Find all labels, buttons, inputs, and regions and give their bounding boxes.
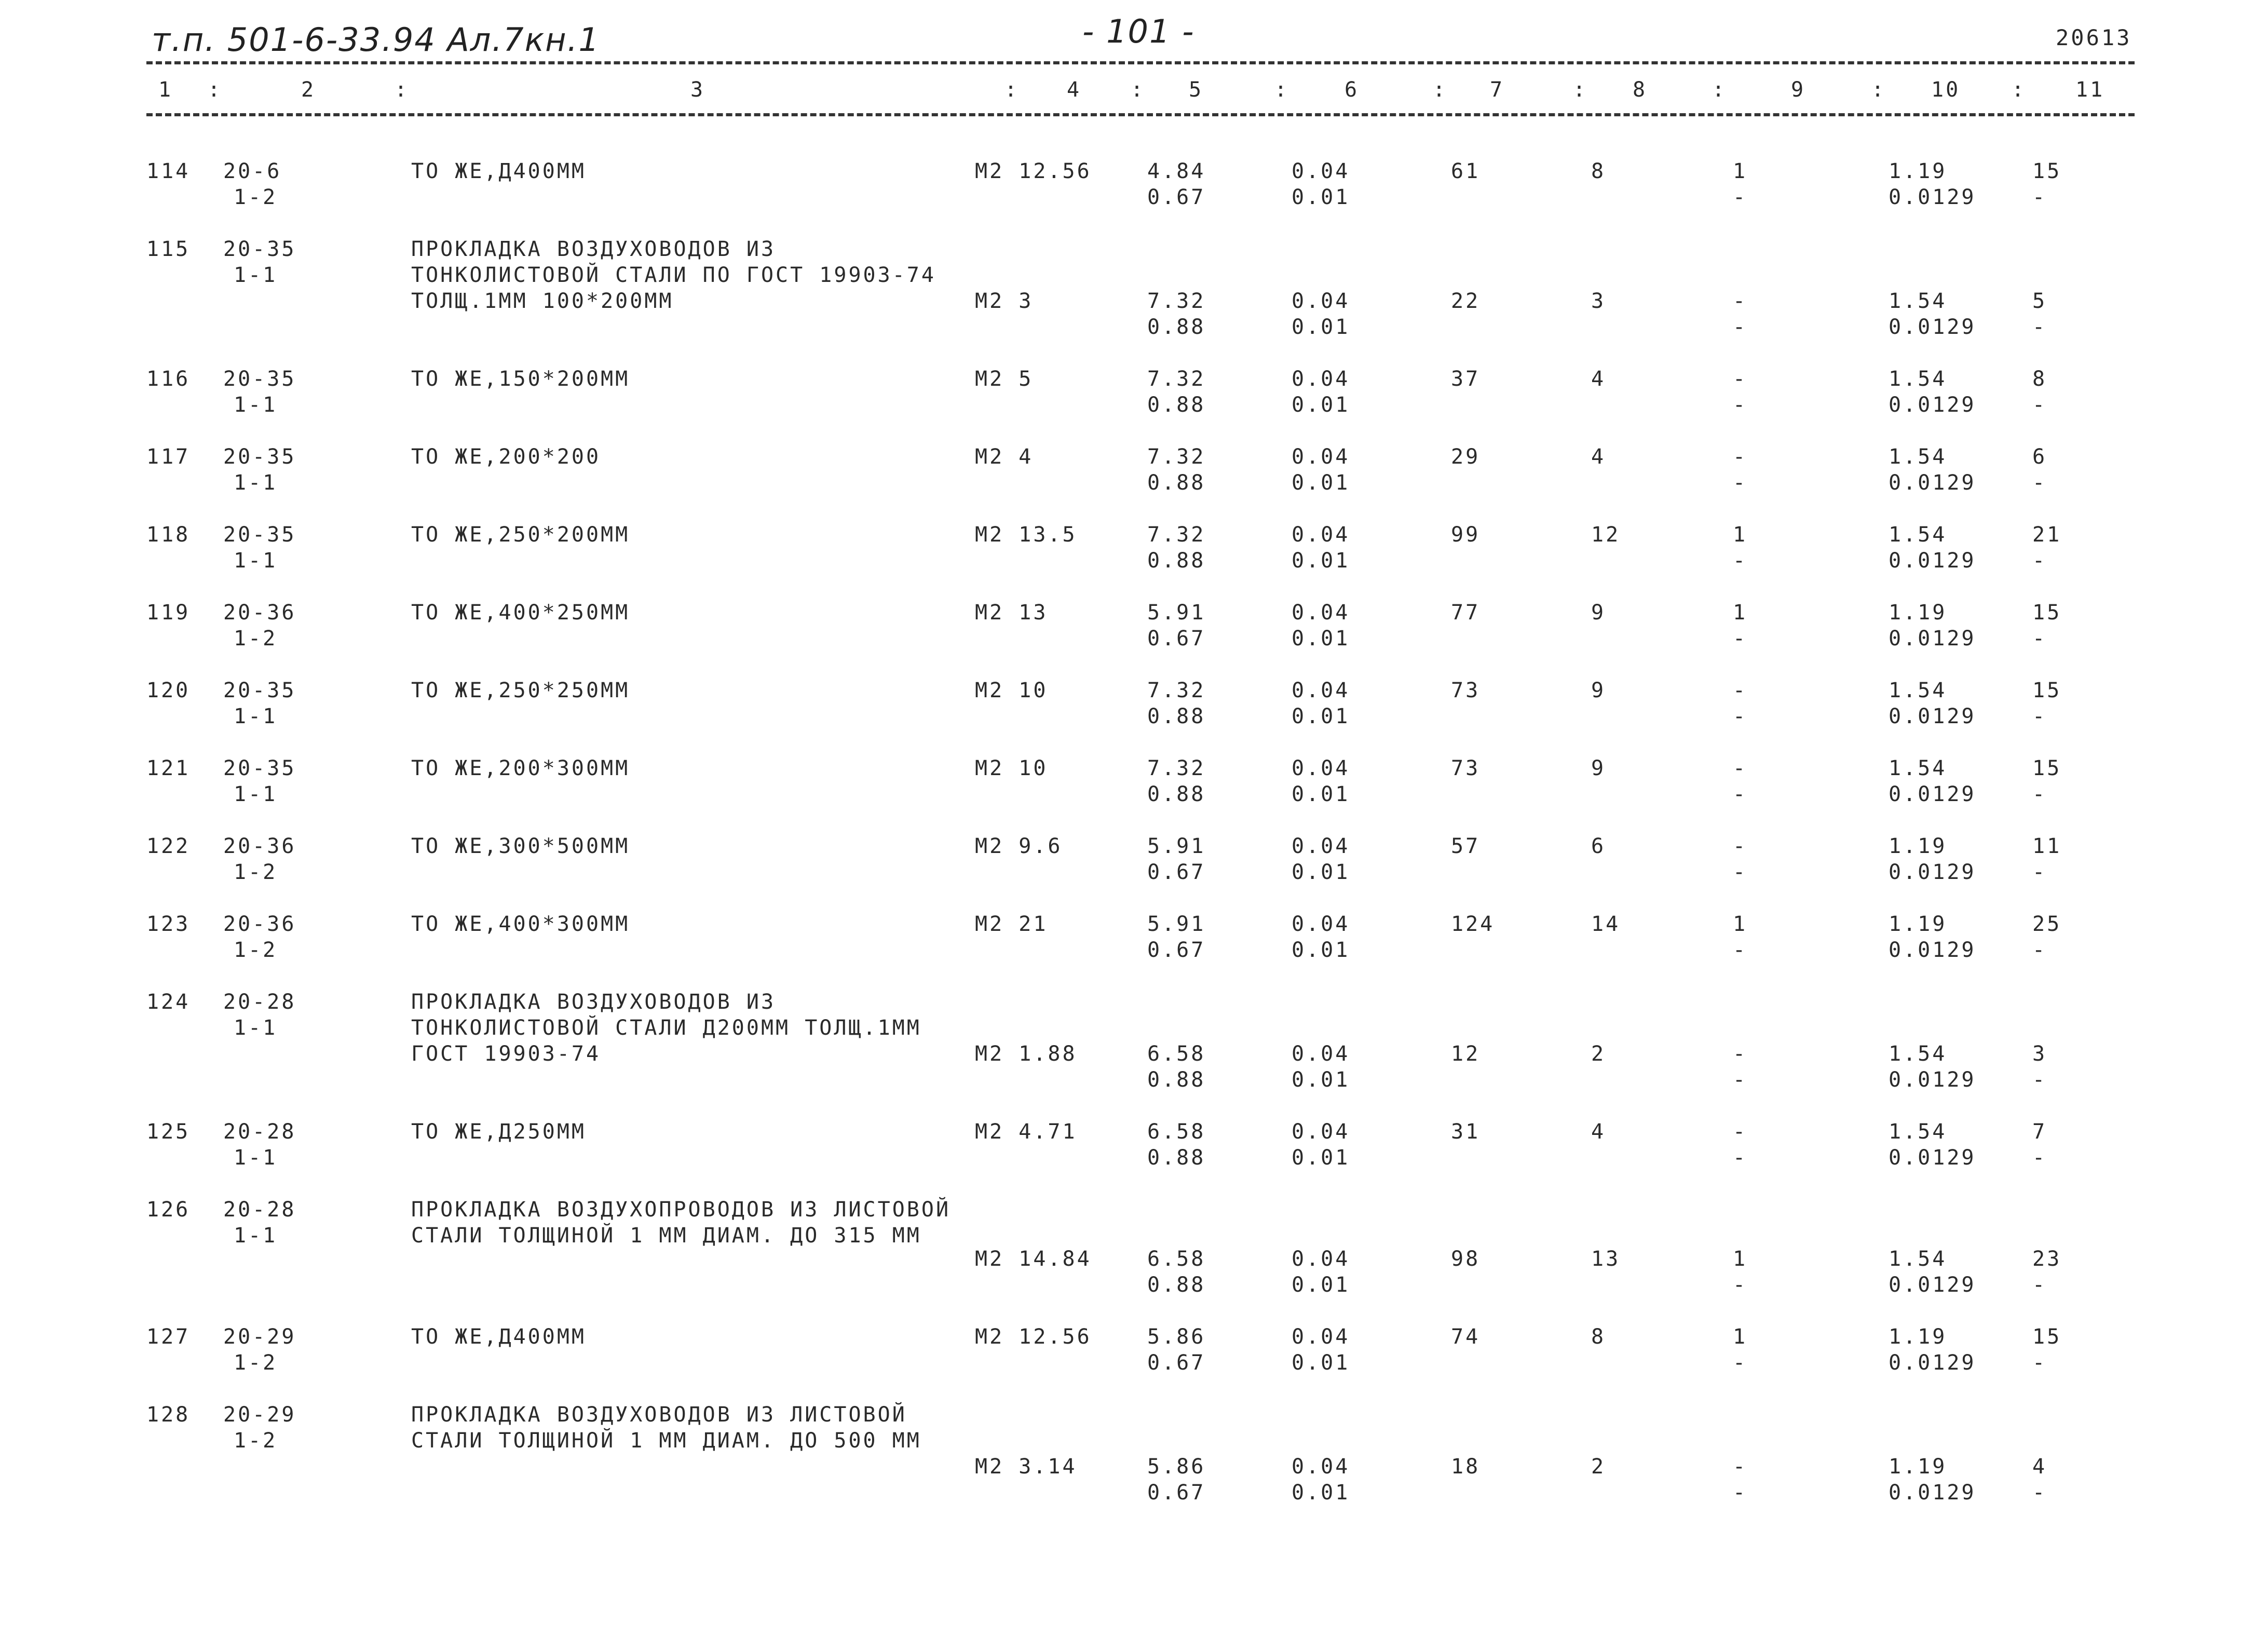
rate-subcode: 1-1 bbox=[234, 263, 278, 287]
col9-value: - bbox=[1733, 705, 1748, 728]
col6-value: 0.04 bbox=[1292, 1455, 1350, 1479]
item-number: 116 bbox=[146, 367, 191, 391]
col5-value: 0.67 bbox=[1147, 1481, 1206, 1505]
item-number: 128 bbox=[146, 1403, 191, 1427]
col9-value: 1 bbox=[1733, 1325, 1748, 1349]
column-separator: : bbox=[1433, 78, 1448, 102]
col6-value: 0.04 bbox=[1292, 679, 1350, 702]
col5-value: 0.88 bbox=[1147, 315, 1206, 339]
unit-quantity: М2 5 bbox=[975, 367, 1034, 391]
col9-value: - bbox=[1733, 315, 1748, 339]
rate-code: 20-28 bbox=[223, 1120, 296, 1144]
col5-value: 0.88 bbox=[1147, 782, 1206, 806]
col7-value: 18 bbox=[1451, 1455, 1481, 1479]
col5-value: 4.84 bbox=[1147, 159, 1206, 183]
rate-code: 20-36 bbox=[223, 834, 296, 858]
col9-value: - bbox=[1733, 1351, 1748, 1375]
col6-value: 0.01 bbox=[1292, 393, 1350, 417]
col11-value: 3 bbox=[2032, 1042, 2047, 1066]
column-separator: : bbox=[1712, 78, 1727, 102]
col8-value: 4 bbox=[1591, 445, 1606, 469]
col9-value: - bbox=[1733, 1068, 1748, 1092]
item-number: 114 bbox=[146, 159, 191, 183]
col5-value: 0.67 bbox=[1147, 1351, 1206, 1375]
column-header-6: 6 bbox=[1344, 78, 1360, 102]
col8-value: 2 bbox=[1591, 1042, 1606, 1066]
rate-code: 20-35 bbox=[223, 523, 296, 547]
col8-value: 3 bbox=[1591, 289, 1606, 313]
col10-value: 1.19 bbox=[1889, 1455, 1947, 1479]
header-top-rule bbox=[146, 61, 2135, 64]
col11-value: 5 bbox=[2032, 289, 2047, 313]
col9-value: - bbox=[1733, 1455, 1748, 1479]
column-separator: : bbox=[1871, 78, 1886, 102]
col9-value: - bbox=[1733, 1120, 1748, 1144]
item-number: 125 bbox=[146, 1120, 191, 1144]
col5-value: 5.91 bbox=[1147, 834, 1206, 858]
col7-value: 124 bbox=[1451, 912, 1495, 936]
col6-value: 0.04 bbox=[1292, 1120, 1350, 1144]
col10-value: 1.54 bbox=[1889, 523, 1947, 547]
col10-value: 1.54 bbox=[1889, 1247, 1947, 1271]
col9-value: - bbox=[1733, 1481, 1748, 1505]
col10-value: 0.0129 bbox=[1889, 1146, 1976, 1170]
col9-value: - bbox=[1733, 1146, 1748, 1170]
col10-value: 0.0129 bbox=[1889, 782, 1976, 806]
col7-value: 12 bbox=[1451, 1042, 1481, 1066]
col6-value: 0.01 bbox=[1292, 938, 1350, 962]
col11-value: - bbox=[2032, 860, 2047, 884]
col5-value: 0.88 bbox=[1147, 549, 1206, 573]
unit-quantity: М2 21 bbox=[975, 912, 1048, 936]
col7-value: 73 bbox=[1451, 679, 1481, 702]
col11-value: 23 bbox=[2032, 1247, 2062, 1271]
col10-value: 0.0129 bbox=[1889, 1481, 1976, 1505]
col11-value: - bbox=[2032, 393, 2047, 417]
col6-value: 0.01 bbox=[1292, 860, 1350, 884]
work-description-line: ТО ЖЕ,400*250ММ bbox=[411, 601, 630, 625]
rate-subcode: 1-1 bbox=[234, 471, 278, 495]
col5-value: 7.32 bbox=[1147, 679, 1206, 702]
col7-value: 22 bbox=[1451, 289, 1481, 313]
col11-value: - bbox=[2032, 315, 2047, 339]
col6-value: 0.04 bbox=[1292, 159, 1350, 183]
column-header-8: 8 bbox=[1633, 78, 1648, 102]
col11-value: 15 bbox=[2032, 1325, 2062, 1349]
rate-code: 20-35 bbox=[223, 679, 296, 702]
col11-value: - bbox=[2032, 549, 2047, 573]
col7-value: 99 bbox=[1451, 523, 1481, 547]
col5-value: 6.58 bbox=[1147, 1042, 1206, 1066]
rate-subcode: 1-2 bbox=[234, 938, 278, 962]
col10-value: 0.0129 bbox=[1889, 185, 1976, 209]
item-number: 122 bbox=[146, 834, 191, 858]
col6-value: 0.01 bbox=[1292, 549, 1350, 573]
col6-value: 0.04 bbox=[1292, 289, 1350, 313]
column-separator: : bbox=[395, 78, 410, 102]
col6-value: 0.04 bbox=[1292, 834, 1350, 858]
column-header-3: 3 bbox=[690, 78, 705, 102]
column-header-11: 11 bbox=[2075, 78, 2105, 102]
col6-value: 0.01 bbox=[1292, 1481, 1350, 1505]
col5-value: 0.67 bbox=[1147, 860, 1206, 884]
col10-value: 0.0129 bbox=[1889, 471, 1976, 495]
item-number: 118 bbox=[146, 523, 191, 547]
unit-quantity: М2 3 bbox=[975, 289, 1034, 313]
work-description-line: СТАЛИ ТОЛЩИНОЙ 1 ММ ДИАМ. ДО 500 ММ bbox=[411, 1429, 921, 1453]
col10-value: 0.0129 bbox=[1889, 549, 1976, 573]
col11-value: 8 bbox=[2032, 367, 2047, 391]
work-description-line: ТО ЖЕ,250*250ММ bbox=[411, 679, 630, 702]
col10-value: 1.19 bbox=[1889, 1325, 1947, 1349]
col10-value: 1.54 bbox=[1889, 1120, 1947, 1144]
col7-value: 31 bbox=[1451, 1120, 1481, 1144]
col9-value: - bbox=[1733, 367, 1748, 391]
col11-value: 21 bbox=[2032, 523, 2062, 547]
col9-value: - bbox=[1733, 185, 1748, 209]
rate-subcode: 1-1 bbox=[234, 705, 278, 728]
rate-subcode: 1-2 bbox=[234, 1429, 278, 1453]
col11-value: - bbox=[2032, 1068, 2047, 1092]
column-header-5: 5 bbox=[1189, 78, 1204, 102]
col5-value: 0.88 bbox=[1147, 705, 1206, 728]
unit-quantity: М2 4.71 bbox=[975, 1120, 1077, 1144]
col11-value: 15 bbox=[2032, 601, 2062, 625]
col5-value: 6.58 bbox=[1147, 1120, 1206, 1144]
work-description-line: СТАЛИ ТОЛЩИНОЙ 1 ММ ДИАМ. ДО 315 ММ bbox=[411, 1224, 921, 1248]
col8-value: 8 bbox=[1591, 159, 1606, 183]
col11-value: - bbox=[2032, 1351, 2047, 1375]
rate-code: 20-35 bbox=[223, 237, 296, 261]
col5-value: 5.91 bbox=[1147, 601, 1206, 625]
col5-value: 7.32 bbox=[1147, 289, 1206, 313]
col6-value: 0.01 bbox=[1292, 705, 1350, 728]
rate-code: 20-6 bbox=[223, 159, 282, 183]
item-number: 123 bbox=[146, 912, 191, 936]
col9-value: - bbox=[1733, 549, 1748, 573]
col5-value: 5.86 bbox=[1147, 1455, 1206, 1479]
col6-value: 0.01 bbox=[1292, 782, 1350, 806]
col9-value: - bbox=[1733, 860, 1748, 884]
col6-value: 0.01 bbox=[1292, 315, 1350, 339]
col11-value: 25 bbox=[2032, 912, 2062, 936]
header-bottom-rule bbox=[146, 113, 2135, 116]
column-header-7: 7 bbox=[1490, 78, 1505, 102]
col10-value: 1.54 bbox=[1889, 445, 1947, 469]
col6-value: 0.04 bbox=[1292, 1247, 1350, 1271]
col8-value: 12 bbox=[1591, 523, 1621, 547]
col5-value: 0.88 bbox=[1147, 1068, 1206, 1092]
rate-subcode: 1-1 bbox=[234, 782, 278, 806]
col5-value: 5.86 bbox=[1147, 1325, 1206, 1349]
col5-value: 7.32 bbox=[1147, 523, 1206, 547]
col9-value: - bbox=[1733, 471, 1748, 495]
col6-value: 0.04 bbox=[1292, 756, 1350, 780]
rate-code: 20-35 bbox=[223, 367, 296, 391]
col9-value: - bbox=[1733, 938, 1748, 962]
col9-value: 1 bbox=[1733, 523, 1748, 547]
col11-value: 6 bbox=[2032, 445, 2047, 469]
col6-value: 0.01 bbox=[1292, 1351, 1350, 1375]
col8-value: 4 bbox=[1591, 1120, 1606, 1144]
column-header-9: 9 bbox=[1791, 78, 1806, 102]
unit-quantity: М2 12.56 bbox=[975, 1325, 1092, 1349]
column-separator: : bbox=[1573, 78, 1588, 102]
col10-value: 1.54 bbox=[1889, 756, 1947, 780]
col5-value: 5.91 bbox=[1147, 912, 1206, 936]
rate-subcode: 1-1 bbox=[234, 1016, 278, 1040]
col5-value: 7.32 bbox=[1147, 756, 1206, 780]
unit-quantity: М2 1.88 bbox=[975, 1042, 1077, 1066]
col5-value: 0.67 bbox=[1147, 938, 1206, 962]
rate-code: 20-28 bbox=[223, 990, 296, 1014]
column-separator: : bbox=[1131, 78, 1146, 102]
col9-value: 1 bbox=[1733, 601, 1748, 625]
document-code: 20613 bbox=[2056, 25, 2132, 50]
col9-value: - bbox=[1733, 445, 1748, 469]
col10-value: 1.54 bbox=[1889, 679, 1947, 702]
col5-value: 0.67 bbox=[1147, 627, 1206, 651]
col11-value: 15 bbox=[2032, 159, 2062, 183]
item-number: 127 bbox=[146, 1325, 191, 1349]
col6-value: 0.04 bbox=[1292, 1042, 1350, 1066]
col10-value: 0.0129 bbox=[1889, 1068, 1976, 1092]
rate-subcode: 1-1 bbox=[234, 549, 278, 573]
work-description-line: ТО ЖЕ,Д250ММ bbox=[411, 1120, 586, 1144]
page-number: - 101 - bbox=[1082, 12, 1195, 50]
col6-value: 0.01 bbox=[1292, 1068, 1350, 1092]
rate-subcode: 1-2 bbox=[234, 627, 278, 651]
unit-quantity: М2 14.84 bbox=[975, 1247, 1092, 1271]
col8-value: 2 bbox=[1591, 1455, 1606, 1479]
col6-value: 0.01 bbox=[1292, 185, 1350, 209]
rate-subcode: 1-2 bbox=[234, 1351, 278, 1375]
work-description-line: ПРОКЛАДКА ВОЗДУХОВОДОВ ИЗ bbox=[411, 237, 776, 261]
col6-value: 0.04 bbox=[1292, 601, 1350, 625]
col11-value: - bbox=[2032, 938, 2047, 962]
col7-value: 57 bbox=[1451, 834, 1481, 858]
work-description-line: ТО ЖЕ,250*200ММ bbox=[411, 523, 630, 547]
col10-value: 1.54 bbox=[1889, 1042, 1947, 1066]
unit-quantity: М2 9.6 bbox=[975, 834, 1063, 858]
col8-value: 6 bbox=[1591, 834, 1606, 858]
col10-value: 0.0129 bbox=[1889, 705, 1976, 728]
col5-value: 0.88 bbox=[1147, 393, 1206, 417]
col5-value: 7.32 bbox=[1147, 367, 1206, 391]
col10-value: 1.19 bbox=[1889, 834, 1947, 858]
work-description-line: ГОСТ 19903-74 bbox=[411, 1042, 601, 1066]
col7-value: 73 bbox=[1451, 756, 1481, 780]
col10-value: 0.0129 bbox=[1889, 1273, 1976, 1297]
column-separator: : bbox=[208, 78, 223, 102]
col6-value: 0.04 bbox=[1292, 445, 1350, 469]
work-description-line: ТО ЖЕ,150*200ММ bbox=[411, 367, 630, 391]
col8-value: 9 bbox=[1591, 601, 1606, 625]
col11-value: 11 bbox=[2032, 834, 2062, 858]
work-description-line: ТО ЖЕ,300*500ММ bbox=[411, 834, 630, 858]
col9-value: - bbox=[1733, 1273, 1748, 1297]
col9-value: 1 bbox=[1733, 159, 1748, 183]
rate-subcode: 1-2 bbox=[234, 860, 278, 884]
col5-value: 0.67 bbox=[1147, 185, 1206, 209]
col8-value: 8 bbox=[1591, 1325, 1606, 1349]
work-description-line: ТО ЖЕ,200*300ММ bbox=[411, 756, 630, 780]
col11-value: - bbox=[2032, 627, 2047, 651]
rate-subcode: 1-2 bbox=[234, 185, 278, 209]
col6-value: 0.04 bbox=[1292, 912, 1350, 936]
col10-value: 0.0129 bbox=[1889, 315, 1976, 339]
col8-value: 9 bbox=[1591, 679, 1606, 702]
rate-code: 20-35 bbox=[223, 445, 296, 469]
col9-value: - bbox=[1733, 756, 1748, 780]
col5-value: 7.32 bbox=[1147, 445, 1206, 469]
unit-quantity: М2 12.56 bbox=[975, 159, 1092, 183]
col11-value: - bbox=[2032, 185, 2047, 209]
col5-value: 0.88 bbox=[1147, 1273, 1206, 1297]
rate-code: 20-29 bbox=[223, 1403, 296, 1427]
col8-value: 9 bbox=[1591, 756, 1606, 780]
rate-subcode: 1-1 bbox=[234, 1146, 278, 1170]
col6-value: 0.04 bbox=[1292, 367, 1350, 391]
work-description-line: ТОЛЩ.1ММ 100*200ММ bbox=[411, 289, 674, 313]
work-description-line: ПРОКЛАДКА ВОЗДУХОВОДОВ ИЗ ЛИСТОВОЙ bbox=[411, 1403, 907, 1427]
col5-value: 6.58 bbox=[1147, 1247, 1206, 1271]
column-header-4: 4 bbox=[1067, 78, 1082, 102]
col10-value: 0.0129 bbox=[1889, 1351, 1976, 1375]
col10-value: 1.19 bbox=[1889, 912, 1947, 936]
col7-value: 61 bbox=[1451, 159, 1481, 183]
rate-subcode: 1-1 bbox=[234, 393, 278, 417]
rate-subcode: 1-1 bbox=[234, 1224, 278, 1248]
item-number: 126 bbox=[146, 1198, 191, 1222]
col11-value: - bbox=[2032, 782, 2047, 806]
item-number: 124 bbox=[146, 990, 191, 1014]
col9-value: - bbox=[1733, 834, 1748, 858]
col6-value: 0.04 bbox=[1292, 523, 1350, 547]
item-number: 121 bbox=[146, 756, 191, 780]
col11-value: 15 bbox=[2032, 756, 2062, 780]
work-description-line: ТОНКОЛИСТОВОЙ СТАЛИ ПО ГОСТ 19903-74 bbox=[411, 263, 936, 287]
col5-value: 0.88 bbox=[1147, 1146, 1206, 1170]
col9-value: - bbox=[1733, 289, 1748, 313]
unit-quantity: М2 10 bbox=[975, 756, 1048, 780]
col10-value: 1.54 bbox=[1889, 367, 1947, 391]
col11-value: 7 bbox=[2032, 1120, 2047, 1144]
col10-value: 1.54 bbox=[1889, 289, 1947, 313]
col11-value: - bbox=[2032, 1146, 2047, 1170]
col9-value: - bbox=[1733, 1042, 1748, 1066]
col8-value: 4 bbox=[1591, 367, 1606, 391]
col6-value: 0.01 bbox=[1292, 1146, 1350, 1170]
item-number: 117 bbox=[146, 445, 191, 469]
unit-quantity: М2 3.14 bbox=[975, 1455, 1077, 1479]
work-description-line: ПРОКЛАДКА ВОЗДУХОВОДОВ ИЗ bbox=[411, 990, 776, 1014]
col7-value: 37 bbox=[1451, 367, 1481, 391]
col9-value: 1 bbox=[1733, 912, 1748, 936]
item-number: 120 bbox=[146, 679, 191, 702]
col6-value: 0.01 bbox=[1292, 627, 1350, 651]
col10-value: 1.19 bbox=[1889, 601, 1947, 625]
column-header-2: 2 bbox=[301, 78, 316, 102]
col9-value: - bbox=[1733, 627, 1748, 651]
rate-code: 20-35 bbox=[223, 756, 296, 780]
unit-quantity: М2 4 bbox=[975, 445, 1034, 469]
item-number: 119 bbox=[146, 601, 191, 625]
col10-value: 0.0129 bbox=[1889, 393, 1976, 417]
work-description-line: ТО ЖЕ,Д400ММ bbox=[411, 1325, 586, 1349]
col10-value: 0.0129 bbox=[1889, 860, 1976, 884]
work-description-line: ТОНКОЛИСТОВОЙ СТАЛИ Д200ММ ТОЛЩ.1ММ bbox=[411, 1016, 921, 1040]
work-description-line: ТО ЖЕ,400*300ММ bbox=[411, 912, 630, 936]
unit-quantity: М2 10 bbox=[975, 679, 1048, 702]
col11-value: 4 bbox=[2032, 1455, 2047, 1479]
col8-value: 13 bbox=[1591, 1247, 1621, 1271]
col10-value: 1.19 bbox=[1889, 159, 1947, 183]
col11-value: - bbox=[2032, 705, 2047, 728]
work-description-line: ТО ЖЕ,Д400ММ bbox=[411, 159, 586, 183]
col7-value: 98 bbox=[1451, 1247, 1481, 1271]
work-description-line: ТО ЖЕ,200*200 bbox=[411, 445, 601, 469]
column-separator: : bbox=[2012, 78, 2027, 102]
col11-value: - bbox=[2032, 1481, 2047, 1505]
col9-value: - bbox=[1733, 782, 1748, 806]
column-separator: : bbox=[1004, 78, 1020, 102]
col9-value: - bbox=[1733, 679, 1748, 702]
column-header-10: 10 bbox=[1931, 78, 1961, 102]
col7-value: 74 bbox=[1451, 1325, 1481, 1349]
unit-quantity: М2 13 bbox=[975, 601, 1048, 625]
unit-quantity: М2 13.5 bbox=[975, 523, 1077, 547]
col6-value: 0.01 bbox=[1292, 1273, 1350, 1297]
col11-value: - bbox=[2032, 1273, 2047, 1297]
column-separator: : bbox=[1274, 78, 1289, 102]
col6-value: 0.01 bbox=[1292, 471, 1350, 495]
item-number: 115 bbox=[146, 237, 191, 261]
col9-value: 1 bbox=[1733, 1247, 1748, 1271]
document-reference: т.п. 501-6-33.94 Ал.7кн.1 bbox=[152, 21, 600, 59]
rate-code: 20-36 bbox=[223, 912, 296, 936]
work-description-line: ПРОКЛАДКА ВОЗДУХОПРОВОДОВ ИЗ ЛИСТОВОЙ bbox=[411, 1198, 951, 1222]
rate-code: 20-29 bbox=[223, 1325, 296, 1349]
col10-value: 0.0129 bbox=[1889, 938, 1976, 962]
col8-value: 14 bbox=[1591, 912, 1621, 936]
col11-value: - bbox=[2032, 471, 2047, 495]
col5-value: 0.88 bbox=[1147, 471, 1206, 495]
col11-value: 15 bbox=[2032, 679, 2062, 702]
col6-value: 0.04 bbox=[1292, 1325, 1350, 1349]
rate-code: 20-36 bbox=[223, 601, 296, 625]
column-header-1: 1 bbox=[158, 78, 173, 102]
col9-value: - bbox=[1733, 393, 1748, 417]
col7-value: 29 bbox=[1451, 445, 1481, 469]
col7-value: 77 bbox=[1451, 601, 1481, 625]
col10-value: 0.0129 bbox=[1889, 627, 1976, 651]
rate-code: 20-28 bbox=[223, 1198, 296, 1222]
